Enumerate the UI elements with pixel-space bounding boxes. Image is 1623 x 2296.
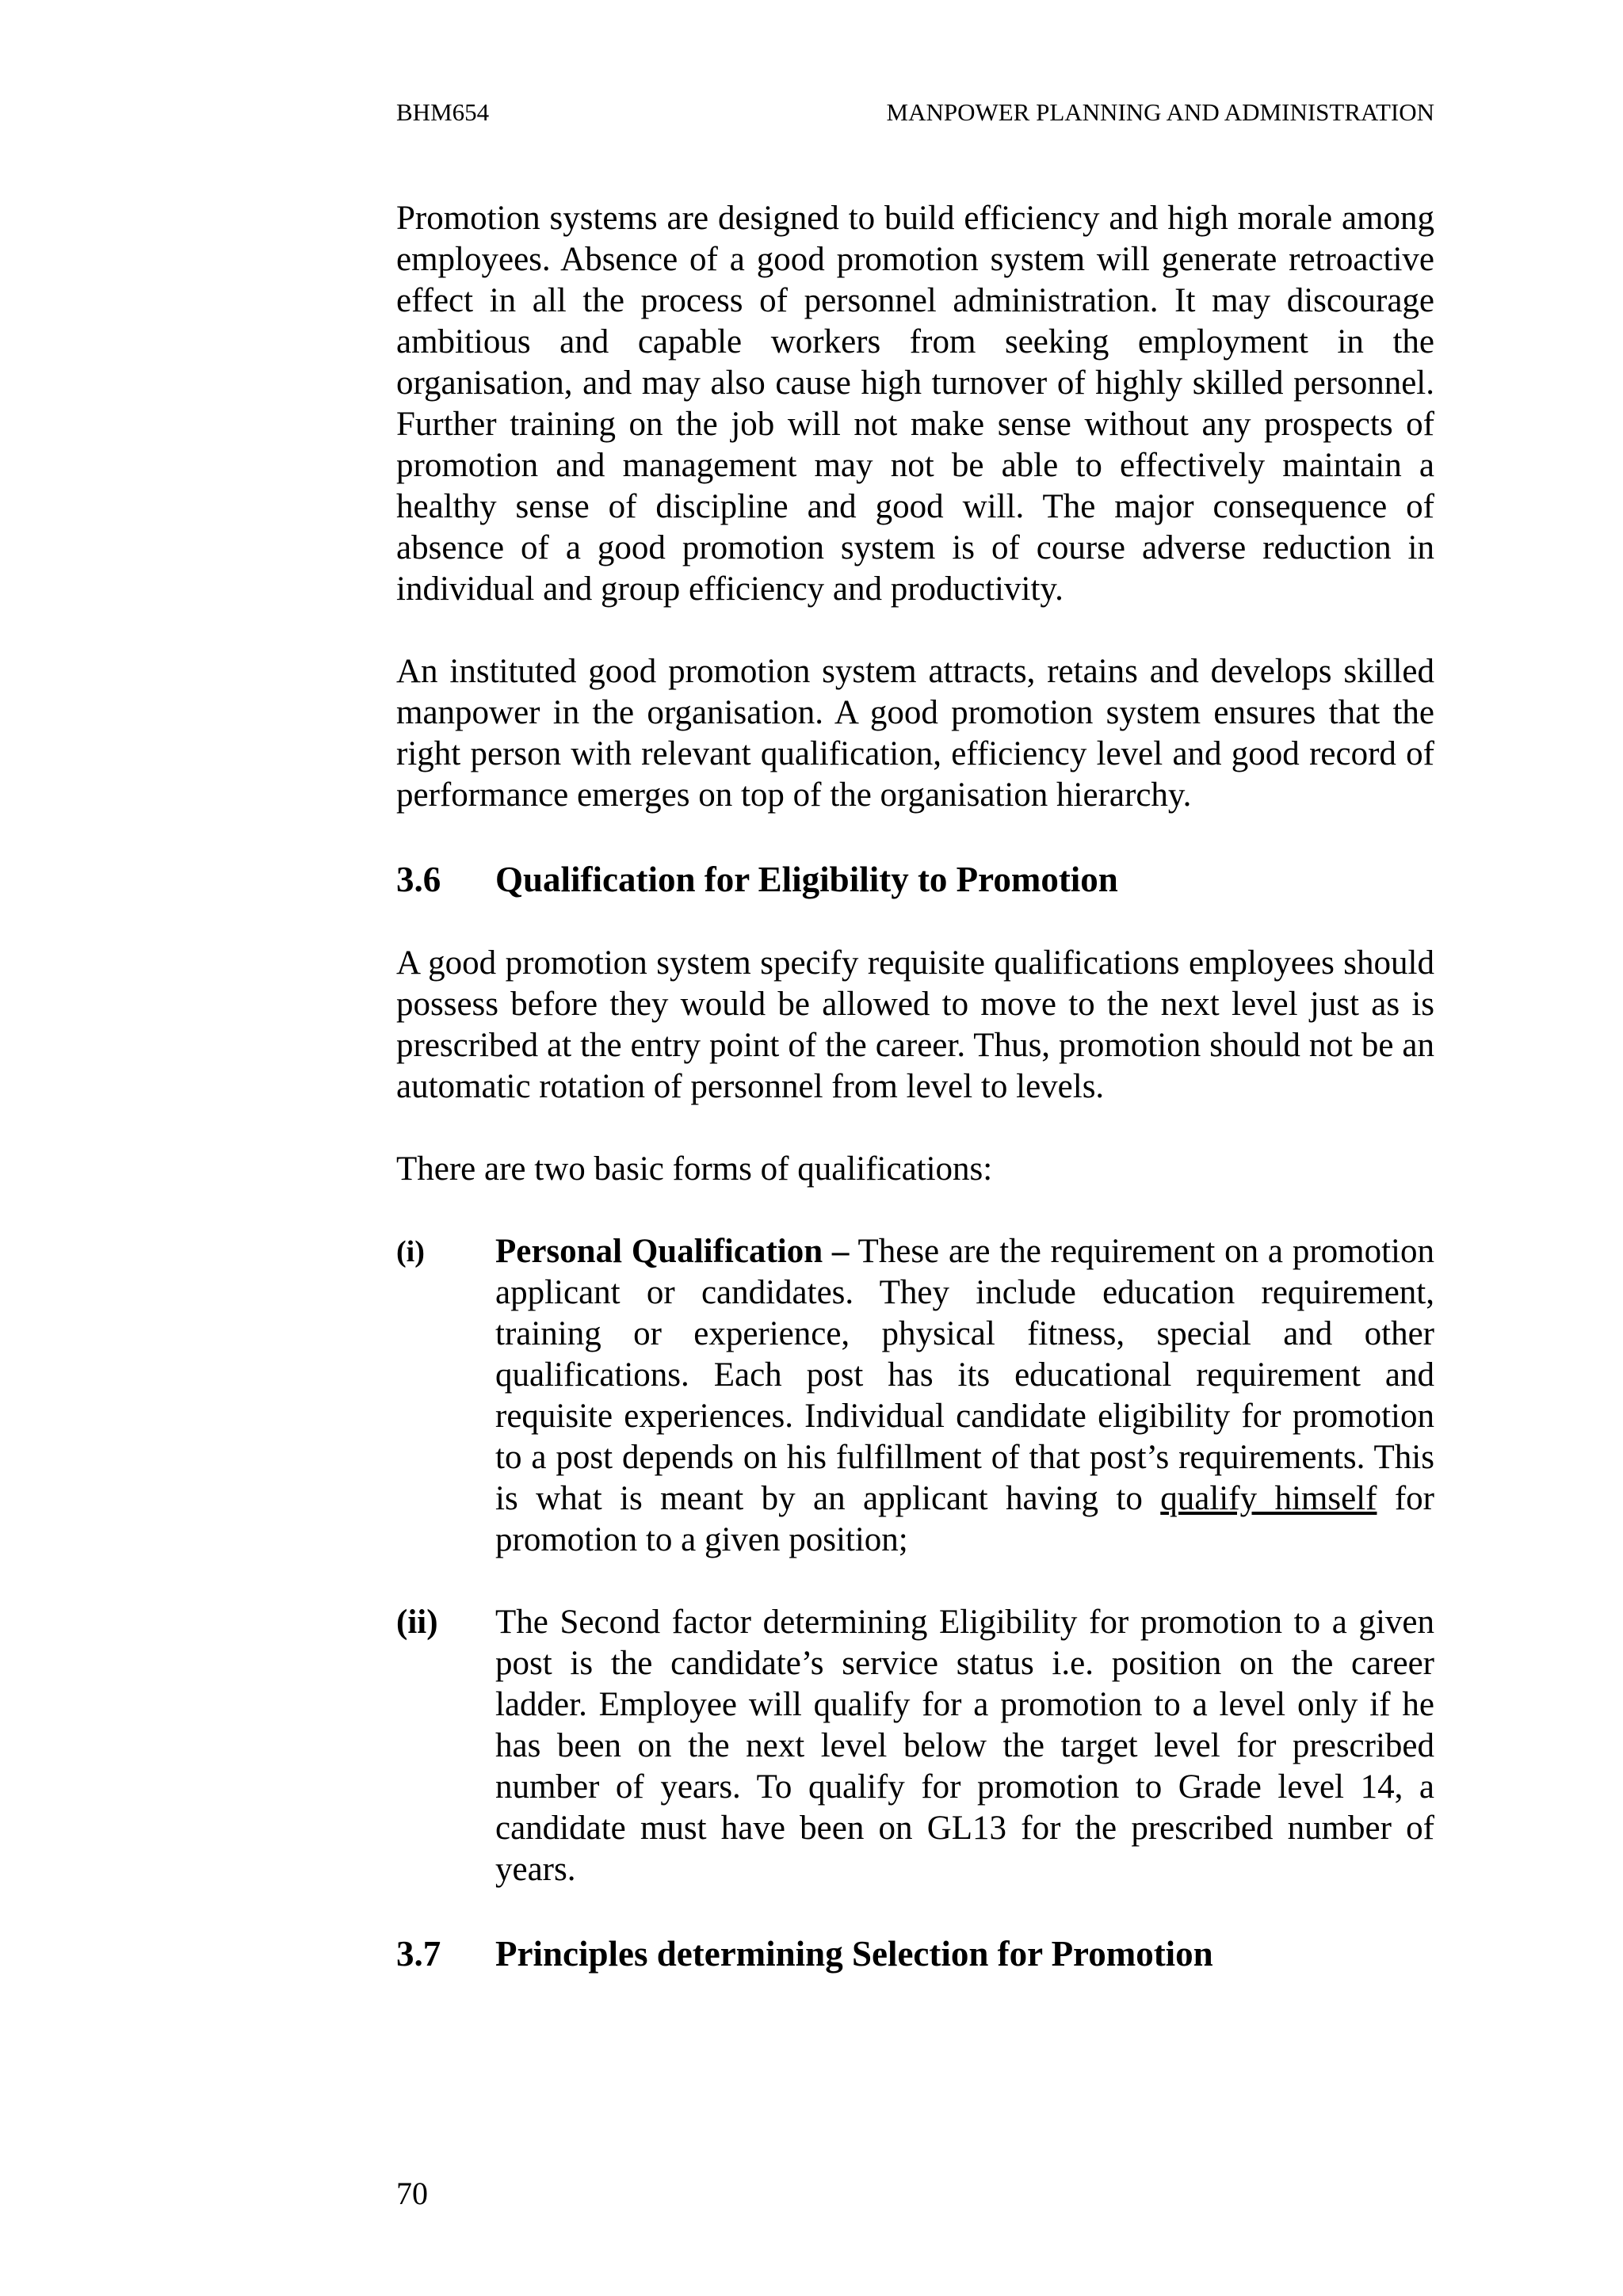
page-content [396,198,1434,2017]
list-item-personal-qualification [396,1231,1434,1561]
course-title: MANPOWER PLANNING AND ADMINISTRATION [886,98,1434,126]
paragraph-two-forms: There are two basic forms of qualifications: [396,1150,993,1188]
list-item-text: These are the requirement on a promotion applicant or candidates. They include education requirement, training or experience, physical fitness, special and other qualifications. Each post has its educational requirement and requisite experiences. Individual candidate eligibility for promotion to a post depends on his fulfillment of that post’s requirements. This is what is meant by an applicant having to [495,1233,1434,1517]
page-number: 70 [396,2176,428,2211]
list-marker: (ii) [396,1604,438,1641]
page-header [396,97,1434,128]
paragraph-good-promotion-system: An instituted good promotion system attracts, retains and develops skilled manpower in the organisation. A good promotion system ensures that the right person with relevant qualification, efficiency level and good record of performance emerges on top of the organisation hierarchy. [396,653,1434,814]
section-number: 3.7 [396,1934,441,1974]
section-title: Qualification for Eligibility to Promotion [495,860,1118,899]
section-heading-3-7 [396,1932,1434,1976]
list-item-body [495,1231,1434,1561]
list-item-tail: for promotion to a given position; [495,1480,1434,1558]
section-title: Principles determining Selection for Promotion [495,1934,1213,1974]
list-item-term: Personal Qualification – [495,1233,850,1270]
paragraph-requisite-qualifications: A good promotion system specify requisite qualifications employees should possess before they would be allowed to move to the next level just as is prescribed at the entry point of the career. Thus, promotion should not be an automatic rotation of personnel from level to levels. [396,944,1434,1105]
list-marker: (i) [396,1235,425,1268]
section-heading-3-6 [396,857,1434,902]
list-item-service-status [396,1602,1434,1890]
paragraph-promotion-systems: Promotion systems are designed to build efficiency and high morale among employees. Absence of a good promotion system will generate retroactive effect in all the process of personnel administration. It may discourage ambitious and capable workers from seeking employment in the organisation, and may also cause high turnover of highly skilled personnel. Further training on the job will not make sense without any prospects of promotion and management may not be able to effectively maintain a healthy sense of discipline and good will. The major consequence of absence of a good promotion system is of course adverse reduction in individual and group efficiency and productivity. [396,200,1434,608]
section-number: 3.6 [396,860,441,899]
list-item-body: The Second factor determining Eligibility for promotion to a given post is the candidate’s service status i.e. position on the career ladder. Employee will qualify for a promotion to a level only if he has been on the next level below the target level for prescribed number of years. To qualify for promotion to Grade level 14, a candidate must have been on GL13 for the prescribed number of years. [495,1604,1434,1888]
course-code: BHM654 [396,98,490,126]
underlined-phrase: qualify himself [1160,1480,1377,1517]
